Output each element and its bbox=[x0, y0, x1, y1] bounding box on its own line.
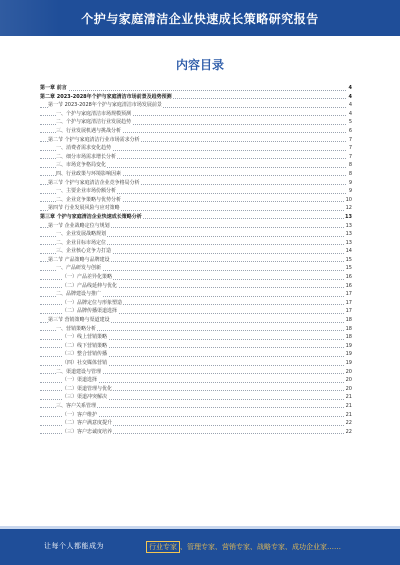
toc-entry[interactable] bbox=[40, 350, 352, 359]
footer-roles bbox=[146, 541, 341, 553]
toc-entry[interactable] bbox=[40, 179, 352, 188]
toc-entry-label: （一）产品差异化策略 bbox=[62, 274, 113, 281]
toc-entry-page: 22 bbox=[345, 428, 352, 435]
toc-entry-label: 第三节 营销策略与渠道建设 bbox=[48, 317, 110, 324]
toc-entry-page: 15 bbox=[345, 265, 352, 272]
toc-entry-page: 4 bbox=[348, 85, 352, 91]
toc-entry-label: 第二节 产品策略与品牌建设 bbox=[48, 256, 110, 263]
toc-entry[interactable] bbox=[40, 239, 352, 248]
toc-entry-label: 第三章 个护与家庭清洁企业快速成长策略分析 bbox=[40, 213, 142, 220]
toc-entry-page: 12 bbox=[345, 205, 352, 212]
toc-entry[interactable] bbox=[40, 110, 352, 119]
toc-entry-label: 三、企业核心竞争力打造 bbox=[56, 248, 112, 255]
toc-entry-label: （四）社交媒体营销 bbox=[62, 360, 108, 366]
toc-entry-page: 4 bbox=[348, 110, 352, 117]
toc-entry-label: 第二节 个护与家庭清洁行业市场需求分析 bbox=[48, 136, 140, 143]
toc-entry-label: 第一节 2023-2028年个护与家庭清洁市场发展前景 bbox=[48, 102, 162, 109]
toc-entry[interactable] bbox=[40, 402, 352, 411]
toc-entry[interactable] bbox=[40, 144, 352, 153]
toc-entry-label: 一、主要企业市场份额分析 bbox=[56, 188, 117, 195]
toc-entry-page: 9 bbox=[348, 188, 352, 195]
toc-entry-page: 20 bbox=[345, 385, 352, 392]
toc-entry-page: 21 bbox=[345, 402, 352, 409]
footer-role-highlight: 行业专家 bbox=[146, 541, 180, 553]
toc-entry[interactable] bbox=[40, 187, 352, 196]
toc-entry-page: 19 bbox=[345, 360, 352, 366]
toc-entry-page: 8 bbox=[348, 170, 352, 177]
toc-entry[interactable] bbox=[40, 393, 352, 402]
toc-entry-label: （二）线下营销策略 bbox=[62, 342, 108, 349]
toc-entry-label: （一）渠道选择 bbox=[62, 377, 98, 384]
toc-entry-label: （二）品牌传播渠道选择 bbox=[62, 308, 118, 315]
report-title: 个护与家庭清洁企业快速成长策略研究报告 bbox=[81, 12, 319, 26]
toc-entry[interactable] bbox=[40, 264, 352, 273]
toc-entry-page: 4 bbox=[348, 93, 352, 100]
toc-entry-label: 一、营销策略分析 bbox=[56, 325, 97, 332]
toc-entry-label: 二、品牌建设与推广 bbox=[56, 291, 102, 298]
toc-entry[interactable] bbox=[40, 247, 352, 256]
toc-entry-label: 第四节 行业发展风险与应对策略 bbox=[48, 205, 120, 212]
toc-entry[interactable] bbox=[40, 118, 352, 127]
toc-entry-page: 4 bbox=[348, 102, 352, 109]
toc-entry-label: 一、产品研发与创新 bbox=[56, 265, 102, 272]
toc-entry-page: 21 bbox=[345, 394, 352, 401]
toc-entry-label: （三）渠道冲突解决 bbox=[62, 394, 108, 401]
toc-entry[interactable] bbox=[40, 196, 352, 205]
toc-entry-page: 20 bbox=[345, 368, 352, 375]
toc-entry-label: 三、行业发展机遇与挑战分析 bbox=[56, 127, 122, 134]
toc-entry-page: 15 bbox=[345, 256, 352, 263]
toc-entry-label: （一）品牌定位与形象塑造 bbox=[62, 299, 123, 306]
toc-entry[interactable] bbox=[40, 84, 352, 93]
toc-entry-label: 一、个护与家庭清洁市场规模预测 bbox=[56, 110, 132, 117]
toc-entry[interactable] bbox=[40, 290, 352, 299]
toc-entry[interactable] bbox=[40, 161, 352, 170]
toc-entry-page: 13 bbox=[345, 213, 352, 220]
toc-entry-label: （二）渠道管理与优化 bbox=[62, 385, 113, 392]
toc-entry-page: 18 bbox=[345, 325, 352, 332]
toc-entry[interactable] bbox=[40, 316, 352, 325]
toc-entry[interactable] bbox=[40, 333, 352, 342]
toc-entry-label: 四、行业政策与环境影响因素 bbox=[56, 170, 122, 177]
toc-entry[interactable] bbox=[40, 136, 352, 145]
toc-entry[interactable] bbox=[40, 282, 352, 291]
toc-entry-label: 二、企业竞争策略与优势分析 bbox=[56, 196, 122, 203]
toc-entry[interactable] bbox=[40, 170, 352, 179]
toc-entry-page: 20 bbox=[345, 377, 352, 384]
toc-entry[interactable] bbox=[40, 230, 352, 239]
toc-entry-label: （三）客户忠诚度培养 bbox=[62, 428, 113, 435]
toc-entry-label: 二、个护与家庭清洁行业发展趋势 bbox=[56, 119, 132, 126]
toc-entry[interactable] bbox=[40, 299, 352, 308]
toc-entry-page: 17 bbox=[345, 299, 352, 306]
toc-entry-label: 第三节 个护与家庭清洁企业竞争格局分析 bbox=[48, 179, 140, 186]
toc-entry-page: 8 bbox=[348, 162, 352, 169]
toc-entry[interactable] bbox=[40, 325, 352, 334]
toc-entry[interactable] bbox=[40, 376, 352, 385]
toc-entry[interactable] bbox=[40, 204, 352, 213]
toc-entry-page: 7 bbox=[348, 145, 352, 152]
toc-entry-page: 13 bbox=[345, 239, 352, 246]
toc-entry[interactable] bbox=[40, 307, 352, 316]
toc-leader-dots bbox=[40, 90, 346, 91]
toc-entry-label: 二、企业目标市场定位 bbox=[56, 239, 107, 246]
toc-entry[interactable] bbox=[40, 93, 352, 102]
toc-entry-page: 7 bbox=[348, 153, 352, 160]
toc-entry-page: 19 bbox=[345, 351, 352, 358]
toc-entry-page: 18 bbox=[345, 317, 352, 324]
footer-role-list: 、管理专家、营销专家、战略专家、成功企业家…… bbox=[180, 543, 341, 551]
toc-entry[interactable] bbox=[40, 368, 352, 377]
footer-slogan: 让每个人都能成为 bbox=[44, 542, 104, 550]
toc-entry[interactable] bbox=[40, 256, 352, 265]
toc-entry-label: （二）客户满意度提升 bbox=[62, 420, 113, 427]
toc-entry[interactable] bbox=[40, 101, 352, 110]
toc-entry-label: 一、企业发展战略规划 bbox=[56, 231, 107, 238]
toc-entry-page: 9 bbox=[348, 179, 352, 186]
toc-entry-page: 7 bbox=[348, 136, 352, 143]
table-of-contents bbox=[40, 84, 352, 436]
toc-entry[interactable] bbox=[40, 222, 352, 231]
toc-entry[interactable] bbox=[40, 213, 352, 222]
toc-entry-page: 18 bbox=[345, 334, 352, 341]
toc-entry[interactable] bbox=[40, 428, 352, 437]
toc-entry[interactable] bbox=[40, 342, 352, 351]
report-header bbox=[0, 0, 400, 36]
toc-entry-label: 三、客户关系管理 bbox=[56, 402, 97, 409]
toc-entry-page: 14 bbox=[345, 248, 352, 255]
toc-heading: 内容目录 bbox=[175, 58, 224, 72]
toc-entry-page: 10 bbox=[345, 196, 352, 203]
toc-entry-label: （一）客户维护 bbox=[62, 411, 98, 418]
toc-entry-label: 一、消费者需求变化趋势 bbox=[56, 145, 112, 152]
toc-entry-page: 13 bbox=[345, 222, 352, 229]
toc-entry[interactable] bbox=[40, 385, 352, 394]
report-footer bbox=[0, 529, 400, 565]
toc-entry[interactable] bbox=[40, 411, 352, 420]
toc-entry-label: 第一节 企业战略定位与规划 bbox=[48, 222, 110, 229]
toc-entry-label: （一）线上营销策略 bbox=[62, 334, 108, 341]
toc-entry-label: （三）整合营销传播 bbox=[62, 351, 108, 358]
toc-entry-label: 二、细分市场需求增长分析 bbox=[56, 153, 117, 160]
toc-entry-label: （二）产品线延伸与优化 bbox=[62, 282, 118, 289]
toc-entry[interactable] bbox=[40, 419, 352, 428]
toc-entry-page: 19 bbox=[345, 342, 352, 349]
toc-entry-page: 21 bbox=[345, 411, 352, 418]
toc-entry[interactable] bbox=[40, 127, 352, 136]
toc-entry-page: 16 bbox=[345, 274, 352, 281]
toc-entry-page: 5 bbox=[348, 119, 352, 126]
toc-entry-page: 17 bbox=[345, 308, 352, 315]
toc-entry-label: 三、市场竞争格局变化 bbox=[56, 162, 107, 169]
toc-entry-label: 二、渠道建设与管理 bbox=[56, 368, 102, 375]
toc-entry-page: 17 bbox=[345, 291, 352, 298]
toc-entry-page: 6 bbox=[348, 127, 352, 134]
toc-entry[interactable] bbox=[40, 359, 352, 368]
toc-entry-page: 16 bbox=[345, 282, 352, 289]
toc-entry-page: 13 bbox=[345, 231, 352, 238]
toc-entry-page: 22 bbox=[345, 420, 352, 427]
toc-entry-label: 第二章 2023-2028年个护与家庭清洁市场前景及趋势预测 bbox=[40, 93, 172, 100]
toc-entry[interactable] bbox=[40, 273, 352, 282]
toc-entry[interactable] bbox=[40, 153, 352, 162]
toc-entry-label: 第一章 前言 bbox=[40, 85, 67, 91]
